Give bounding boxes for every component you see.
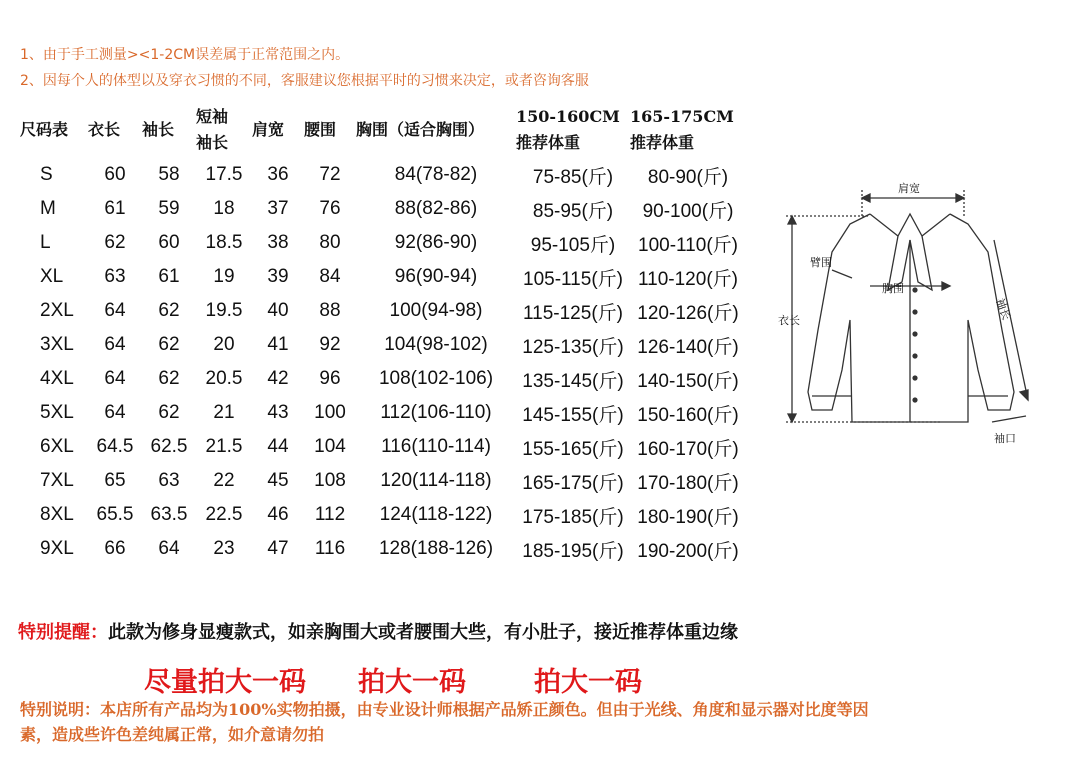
table-cell: 21 <box>213 402 235 423</box>
table-cell: 66 <box>104 538 126 559</box>
table-cell: 100-110(斤) <box>638 234 738 256</box>
table-cell: 65.5 <box>96 504 134 525</box>
table-cell: 104(98-102) <box>384 334 488 355</box>
table-cell: 36 <box>267 164 289 185</box>
table-cell: 18 <box>213 198 235 219</box>
table-cell: 165-175(斤) <box>522 472 624 494</box>
table-cell: 84 <box>319 266 341 287</box>
table-cell: 64.5 <box>96 436 134 457</box>
table-cell: 124(118-122) <box>379 504 493 525</box>
special-note: 特别说明：本店所有产品均为100%实物拍摄，由专业设计师根据产品矫正颜色。但由于光线、角度和显示器对比度等因素，造成些许色差纯属正常，如介意请勿拍 <box>20 700 869 744</box>
table-cell: 100(94-98) <box>389 300 483 321</box>
label-bust: 胸围 <box>882 282 904 295</box>
table-cell: 61 <box>158 266 180 287</box>
table-cell: 145-155(斤) <box>522 404 624 426</box>
header-short-sleeve <box>196 102 252 158</box>
table-cell: 110-120(斤) <box>638 268 738 290</box>
header-short-sleeve-line1: 短袖 <box>196 107 229 126</box>
table-cell: 96 <box>319 368 341 389</box>
table-cell: 90-100(斤) <box>642 200 734 222</box>
table-row <box>14 158 746 192</box>
label-cuff: 袖口 <box>994 432 1016 445</box>
header-waist: 腰围 <box>304 120 337 139</box>
table-cell: L <box>40 232 51 253</box>
table-cell: 120(114-118) <box>380 470 492 491</box>
table-cell: 92(86-90) <box>394 232 478 253</box>
table-cell: 80 <box>319 232 341 253</box>
table-cell: 76 <box>319 198 341 219</box>
table-cell: 105-115(斤) <box>523 268 623 290</box>
table-cell: 21.5 <box>205 436 243 457</box>
table-cell: 85-95(斤) <box>532 200 614 222</box>
table-cell: 88 <box>319 300 341 321</box>
table-cell: 108 <box>314 470 346 491</box>
table-cell: 62.5 <box>150 436 188 457</box>
table-cell: XL <box>40 266 64 287</box>
table-cell: 7XL <box>40 470 74 491</box>
header-weight-165-175 <box>630 102 746 158</box>
table-cell: 62 <box>104 232 126 253</box>
table-cell: 64 <box>104 402 126 423</box>
header-shoulder: 肩宽 <box>252 120 285 139</box>
table-cell: 4XL <box>40 368 74 389</box>
table-row <box>14 396 746 430</box>
arm-pointer <box>832 270 852 278</box>
table-row <box>14 226 746 260</box>
table-cell: 62 <box>158 402 180 423</box>
table-cell: 42 <box>267 368 289 389</box>
table-cell: 46 <box>267 504 289 525</box>
label-arm: 臂围 <box>810 256 832 269</box>
special-reminder <box>18 618 738 644</box>
table-cell: 64 <box>104 368 126 389</box>
table-cell: 2XL <box>40 300 74 321</box>
table-cell: 116(110-114) <box>381 436 491 457</box>
table-cell: 135-145(斤) <box>522 370 624 392</box>
table-cell: 72 <box>319 164 341 185</box>
table-cell: 120-126(斤) <box>637 302 739 324</box>
table-row <box>14 498 746 532</box>
table-cell: 95-105斤) <box>530 234 616 256</box>
table-cell: 6XL <box>40 436 74 457</box>
header-bust: 胸围（适合胸围） <box>356 120 485 139</box>
table-cell: 175-185(斤) <box>522 506 624 528</box>
table-cell: 45 <box>267 470 289 491</box>
table-cell: 64 <box>104 334 126 355</box>
table-cell: 22.5 <box>205 504 243 525</box>
header-weight-b: 推荐体重 <box>630 133 695 152</box>
table-cell: 39 <box>267 266 289 287</box>
table-cell: 84(78-82) <box>394 164 478 185</box>
table-row <box>14 464 746 498</box>
size-up-note-2: 拍大一码 <box>358 667 466 698</box>
table-cell: 155-165(斤) <box>522 438 624 460</box>
table-cell: 64 <box>104 300 126 321</box>
table-cell: 23 <box>213 538 235 559</box>
table-cell: 58 <box>158 164 180 185</box>
table-cell: 116 <box>314 538 346 559</box>
table-cell: 140-150(斤) <box>637 370 739 392</box>
table-cell: 63 <box>104 266 126 287</box>
table-cell: 115-125(斤) <box>523 302 623 324</box>
size-table <box>14 102 746 566</box>
table-cell: 112 <box>314 504 346 525</box>
table-cell: 96(90-94) <box>394 266 478 287</box>
header-sleeve: 袖长 <box>142 120 175 139</box>
table-cell: 18.5 <box>205 232 243 253</box>
table-cell: S <box>40 164 53 185</box>
reminder-label: 特别提醒： <box>18 622 108 643</box>
table-cell: 92 <box>319 334 341 355</box>
table-cell: M <box>40 198 56 219</box>
table-row <box>14 328 746 362</box>
table-cell: 100 <box>314 402 346 423</box>
table-cell: 60 <box>104 164 126 185</box>
table-cell: 64 <box>158 538 180 559</box>
header-height-range-b: 165-175CM <box>630 107 734 126</box>
table-cell: 20 <box>213 334 235 355</box>
table-cell: 62 <box>158 334 180 355</box>
table-cell: 63.5 <box>150 504 188 525</box>
table-row <box>14 260 746 294</box>
table-cell: 112(106-110) <box>380 402 492 423</box>
table-row <box>14 362 746 396</box>
table-row <box>14 192 746 226</box>
table-cell: 60 <box>158 232 180 253</box>
table-cell: 9XL <box>40 538 74 559</box>
reminder-text: 此款为修身显瘦款式，如亲胸围大或者腰围大些，有小肚子，接近推荐体重边缘 <box>108 622 738 643</box>
table-cell: 38 <box>267 232 289 253</box>
table-cell: 19.5 <box>205 300 243 321</box>
header-weight-150-160 <box>516 102 630 158</box>
shirt-diagram <box>770 170 1050 460</box>
table-cell: 40 <box>267 300 289 321</box>
label-shoulder: 肩宽 <box>898 182 920 195</box>
shoulder-arrow-right <box>956 194 964 202</box>
table-cell: 150-160(斤) <box>637 404 739 426</box>
table-row <box>14 294 746 328</box>
table-cell: 22 <box>213 470 235 491</box>
table-row <box>14 430 746 464</box>
table-cell: 19 <box>213 266 235 287</box>
label-sleeve: 袖长 <box>993 296 1013 322</box>
table-cell: 47 <box>267 538 289 559</box>
table-cell: 88(82-86) <box>394 198 478 219</box>
label-length: 衣长 <box>778 314 800 327</box>
table-cell: 128(188-126) <box>378 538 494 559</box>
table-cell: 108(102-106) <box>378 368 494 389</box>
length-arrow-top <box>788 216 796 224</box>
cuff-arrow-line <box>992 416 1026 422</box>
size-up-note-1: 尽量拍大一码 <box>144 667 306 698</box>
table-row <box>14 532 746 566</box>
table-cell: 17.5 <box>205 164 243 185</box>
table-cell: 185-195(斤) <box>522 540 624 562</box>
table-cell: 180-190(斤) <box>637 506 739 528</box>
table-cell: 126-140(斤) <box>637 336 739 358</box>
header-short-sleeve-line2: 袖长 <box>196 133 229 152</box>
table-cell: 63 <box>158 470 180 491</box>
table-cell: 75-85(斤) <box>532 166 614 188</box>
table-cell: 3XL <box>40 334 74 355</box>
header-length: 衣长 <box>88 120 121 139</box>
header-weight-a: 推荐体重 <box>516 133 581 152</box>
table-cell: 80-90(斤) <box>647 166 729 188</box>
table-cell: 20.5 <box>205 368 243 389</box>
table-cell: 5XL <box>40 402 74 423</box>
table-cell: 104 <box>314 436 346 457</box>
shoulder-arrow-left <box>862 194 870 202</box>
note-measurement-error: 1、由于手工测量><1-2CM误差属于正常范围之内。 <box>20 47 350 63</box>
table-cell: 8XL <box>40 504 74 525</box>
table-cell: 65 <box>104 470 126 491</box>
table-cell: 170-180(斤) <box>637 472 739 494</box>
size-up-note-3: 拍大一码 <box>534 667 642 698</box>
table-cell: 190-200(斤) <box>637 540 739 562</box>
table-cell: 44 <box>267 436 289 457</box>
table-cell: 61 <box>104 198 126 219</box>
table-cell: 37 <box>267 198 289 219</box>
length-arrow-bottom <box>788 414 796 422</box>
table-cell: 59 <box>158 198 180 219</box>
table-header-row <box>14 102 746 158</box>
table-cell: 160-170(斤) <box>637 438 739 460</box>
header-height-range-a: 150-160CM <box>516 107 620 126</box>
table-cell: 62 <box>158 368 180 389</box>
table-cell: 62 <box>158 300 180 321</box>
table-cell: 43 <box>267 402 289 423</box>
note-size-advice: 2、因每个人的体型以及穿衣习惯的不同，客服建议您根据平时的习惯来决定，或者咨询客服 <box>20 73 589 89</box>
table-cell: 41 <box>267 334 289 355</box>
header-size: 尺码表 <box>20 120 69 139</box>
table-cell: 125-135(斤) <box>522 336 624 358</box>
shirt-collar <box>870 214 950 236</box>
